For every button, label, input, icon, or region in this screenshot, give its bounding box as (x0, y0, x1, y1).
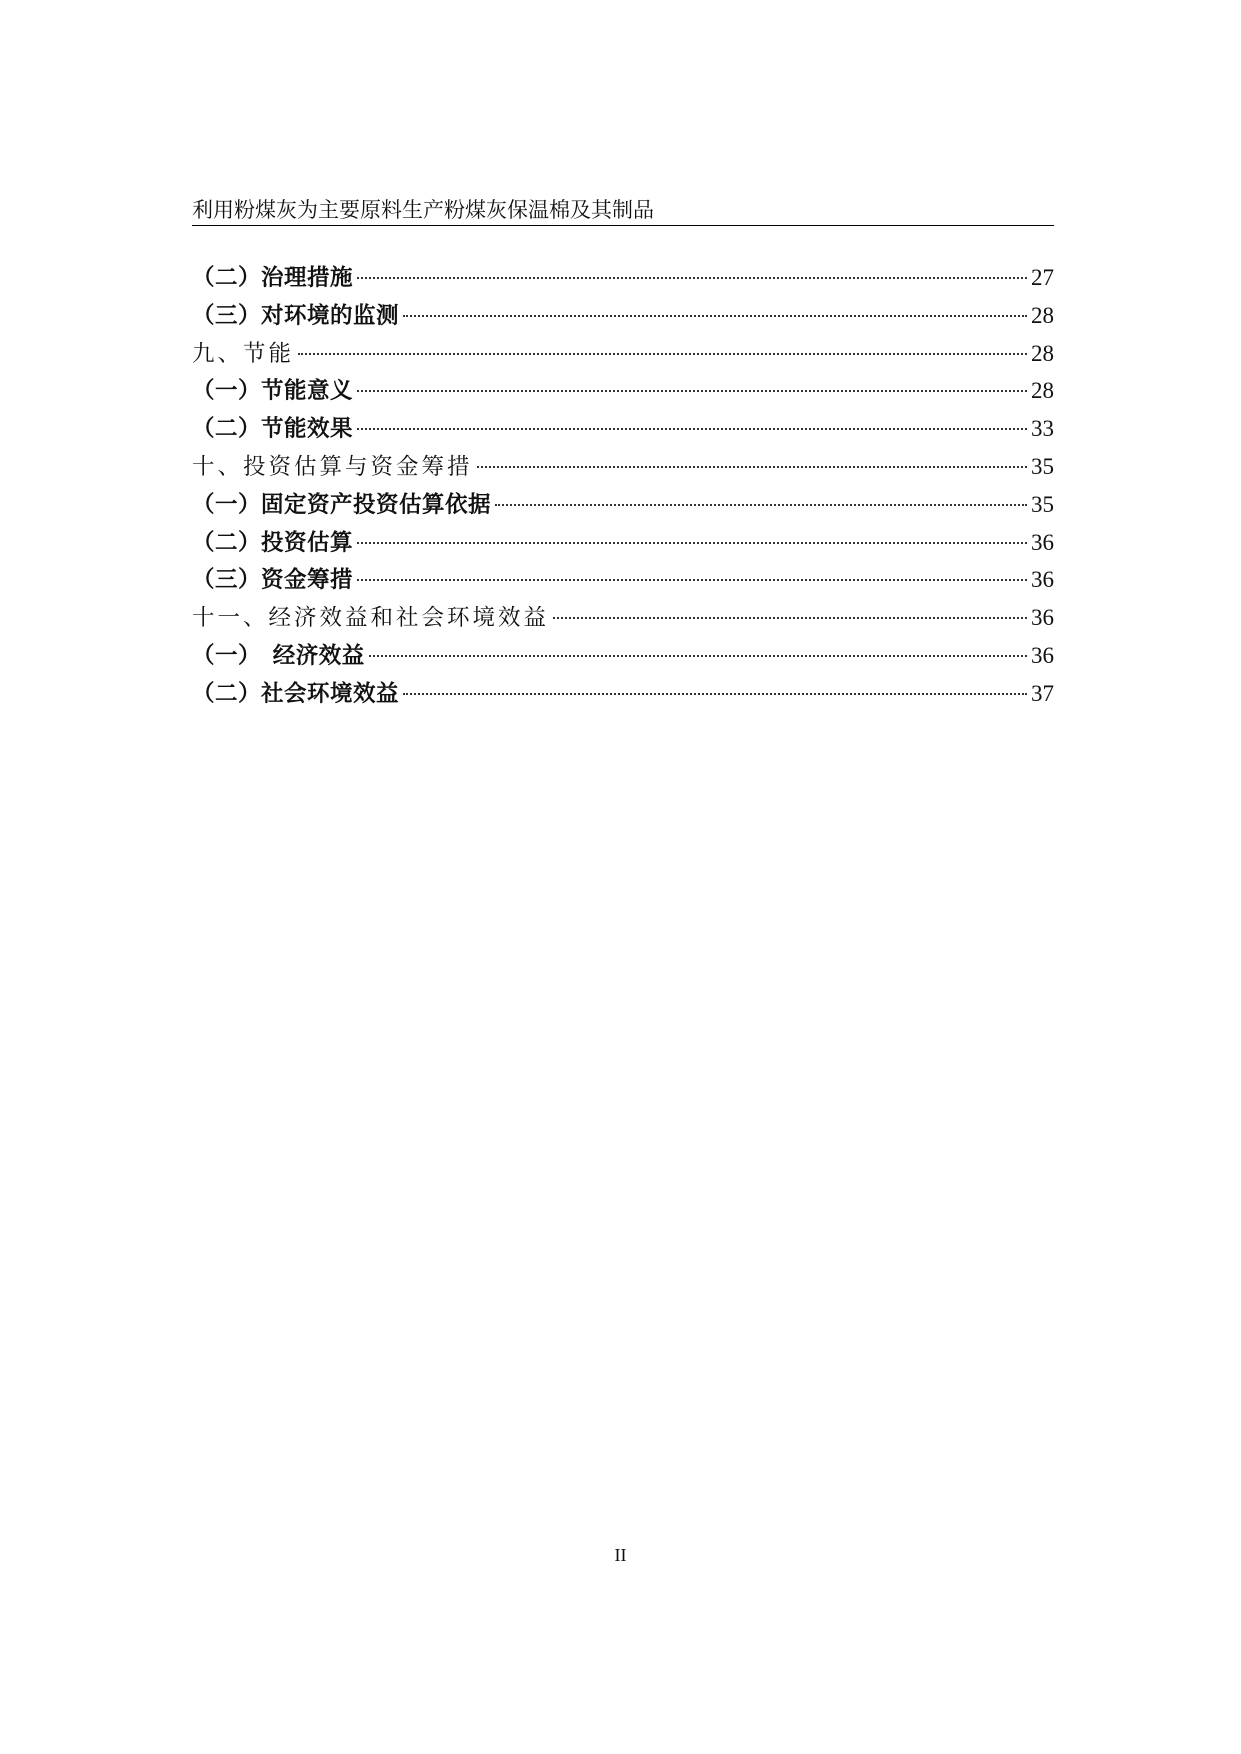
toc-entry[interactable] (192, 297, 1054, 335)
toc-entry[interactable] (192, 448, 1054, 486)
toc-entry-page: 35 (1031, 491, 1054, 517)
toc-entry-page: 28 (1031, 378, 1054, 404)
toc-entry[interactable] (192, 486, 1054, 524)
toc-entry-title: （一）固定资产投资估算依据 (192, 491, 492, 518)
running-header (192, 197, 1054, 226)
toc-dot-leader (403, 315, 1027, 317)
toc-entry-page: 28 (1031, 302, 1054, 328)
table-of-contents (192, 259, 1054, 713)
toc-entry-title: （二）投资估算 (192, 529, 354, 556)
toc-entry[interactable] (192, 259, 1054, 297)
toc-entry-title: （一）节能意义 (192, 378, 354, 405)
toc-entry-page: 28 (1031, 340, 1054, 366)
toc-entry-page: 36 (1031, 529, 1054, 555)
toc-entry-title: 十、投资估算与资金筹措 (192, 453, 473, 480)
document-title: 利用粉煤灰为主要原料生产粉煤灰保温棉及其制品 (192, 198, 654, 222)
toc-entry-title: （二）节能效果 (192, 416, 354, 443)
toc-entry[interactable] (192, 561, 1054, 599)
toc-dot-leader (357, 277, 1027, 279)
toc-dot-leader (357, 542, 1027, 544)
toc-entry[interactable] (192, 372, 1054, 410)
toc-dot-leader (369, 655, 1027, 657)
toc-entry-title: （二）社会环境效益 (192, 680, 400, 707)
toc-entry-page: 36 (1031, 567, 1054, 593)
toc-entry-page: 35 (1031, 453, 1054, 479)
toc-entry-title: （二）治理措施 (192, 265, 354, 291)
toc-entry[interactable] (192, 599, 1054, 637)
toc-entry[interactable] (192, 637, 1054, 675)
toc-entry-title: （三）资金筹措 (192, 567, 354, 594)
page-number: II (614, 1545, 627, 1565)
toc-entry-page: 27 (1031, 265, 1054, 290)
toc-entry[interactable] (192, 410, 1054, 448)
toc-dot-leader (495, 504, 1027, 506)
toc-dot-leader (357, 390, 1027, 392)
toc-dot-leader (477, 466, 1027, 468)
toc-dot-leader (357, 579, 1027, 581)
toc-entry-page: 33 (1031, 416, 1054, 442)
toc-entry-title: 九、节能 (192, 340, 295, 367)
toc-entry[interactable] (192, 335, 1054, 373)
page-footer (0, 1545, 1241, 1566)
toc-entry-title: （一） 经济效益 (192, 642, 365, 669)
toc-entry[interactable] (192, 675, 1054, 713)
toc-entry[interactable] (192, 524, 1054, 562)
toc-entry-title: （三）对环境的监测 (192, 302, 400, 329)
toc-dot-leader (298, 353, 1027, 355)
toc-entry-page: 37 (1031, 680, 1054, 706)
toc-entry-title: 十一、经济效益和社会环境效益 (192, 605, 550, 632)
toc-dot-leader (403, 693, 1027, 695)
toc-entry-page: 36 (1031, 605, 1054, 631)
toc-dot-leader (553, 617, 1027, 619)
toc-dot-leader (357, 428, 1027, 430)
toc-entry-page: 36 (1031, 642, 1054, 668)
